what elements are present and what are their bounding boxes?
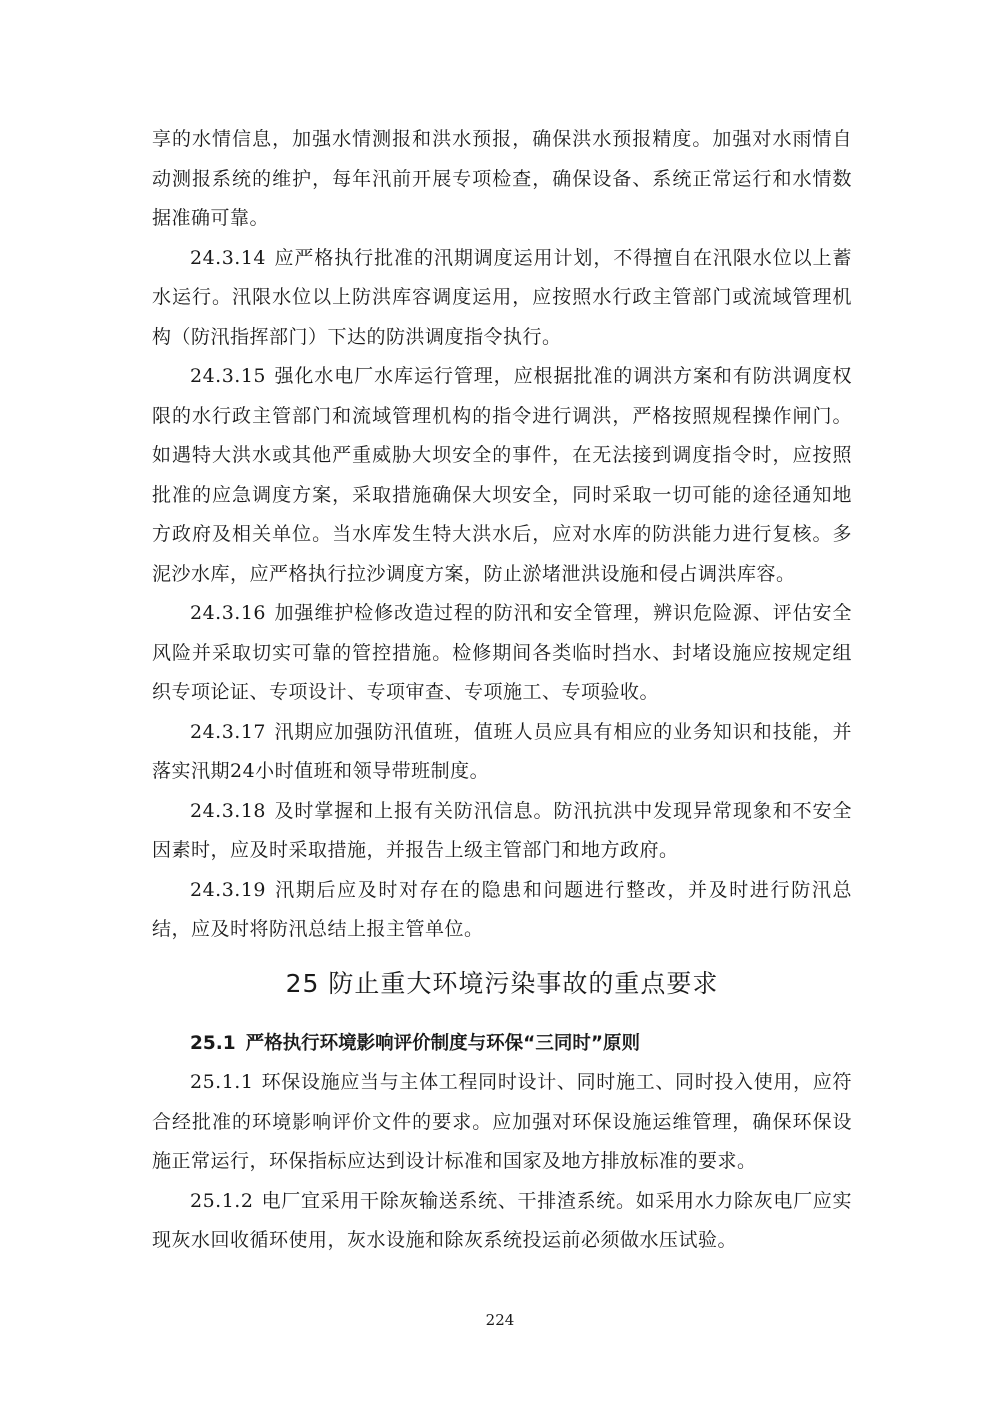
clause-text: 汛期应加强防汛值班，值班人员应具有相应的业务知识和技能，并落实汛期24小时值班和领导带班制度。 <box>152 720 852 782</box>
clause-number: 25.1.2 <box>190 1189 254 1212</box>
clause-paragraph <box>152 594 852 713</box>
clause-paragraph <box>152 1063 852 1182</box>
section-number: 25.1 <box>190 1033 236 1054</box>
clause-number: 24.3.19 <box>190 878 267 901</box>
clause-number: 24.3.15 <box>190 365 267 387</box>
section-heading <box>190 1026 640 1062</box>
clause-text: 及时掌握和上报有关防汛信息。防汛抗洪中发现异常现象和不安全因素时，应及时采取措施，并报告上级主管部门和地方政府。 <box>152 799 852 861</box>
clause-number: 25.1.1 <box>190 1071 254 1093</box>
clause-text: 加强维护检修改造过程的防汛和安全管理，辨识危险源、评估安全风险并采取切实可靠的管控措施。检修期间各类临时挡水、封堵设施应按规定组织专项论证、专项设计、专项审查、专项施工、专项验收。 <box>152 602 852 703</box>
clause-paragraph <box>152 239 852 358</box>
clause-number: 24.3.14 <box>190 246 267 269</box>
clause-paragraph <box>152 871 852 950</box>
clause-paragraph <box>152 792 852 871</box>
clause-paragraph <box>152 713 852 792</box>
clause-text: 强化水电厂水库运行管理，应根据批准的调洪方案和有防洪调度权限的水行政主管部门和流域管理机构的指令进行调洪，严格按照规程操作闸门。如遇特大洪水或其他严重威胁大坝安全的事件，在无法接到调度指令时，应按照批准的应急调度方案，采取措施确保大坝安全，同时采取一切可能的途径通知地方政府及相关单位。当水库发生特大洪水后，应对水库的防洪能力进行复核。多泥沙水库，应严格执行拉沙调度方案，防止淤堵泄洪设施和侵占调洪库容。 <box>152 365 852 585</box>
clause-paragraph <box>152 1182 852 1261</box>
clause-paragraph <box>152 357 852 594</box>
body-text-block-24 <box>152 120 852 950</box>
clause-number: 24.3.18 <box>190 799 267 822</box>
chapter-title: 25 防止重大环境污染事故的重点要求 <box>285 969 719 998</box>
clause-text: 汛期后应及时对存在的隐患和问题进行整改，并及时进行防汛总结，应及时将防汛总结上报主管单位。 <box>152 878 852 940</box>
body-text-block-25 <box>152 1063 852 1261</box>
page-number: 224 <box>485 1311 515 1329</box>
continuation-paragraph: 享的水情信息，加强水情测报和洪水预报，确保洪水预报精度。加强对水雨情自动测报系统的维护，每年汛前开展专项检查，确保设备、系统正常运行和水情数据准确可靠。 <box>152 128 852 229</box>
clause-text: 环保设施应当与主体工程同时设计、同时施工、同时投入使用，应符合经批准的环境影响评价文件的要求。应加强对环保设施运维管理，确保环保设施正常运行，环保指标应达到设计标准和国家及地方排放标准的要求。 <box>152 1071 852 1172</box>
clause-number: 24.3.17 <box>190 720 267 743</box>
clause-number: 24.3.16 <box>190 602 267 624</box>
clause-text: 应严格执行批准的汛期调度运用计划，不得擅自在汛限水位以上蓄水运行。汛限水位以上防洪库容调度运用，应按照水行政主管部门或流域管理机构（防汛指挥部门）下达的防洪调度指令执行。 <box>152 246 852 348</box>
section-title: 严格执行环境影响评价制度与环保“三同时”原则 <box>245 1033 640 1054</box>
clause-text: 电厂宜采用干除灰输送系统、干排渣系统。如采用水力除灰电厂应实现灰水回收循环使用，灰水设施和除灰系统投运前必须做水压试验。 <box>152 1189 852 1251</box>
